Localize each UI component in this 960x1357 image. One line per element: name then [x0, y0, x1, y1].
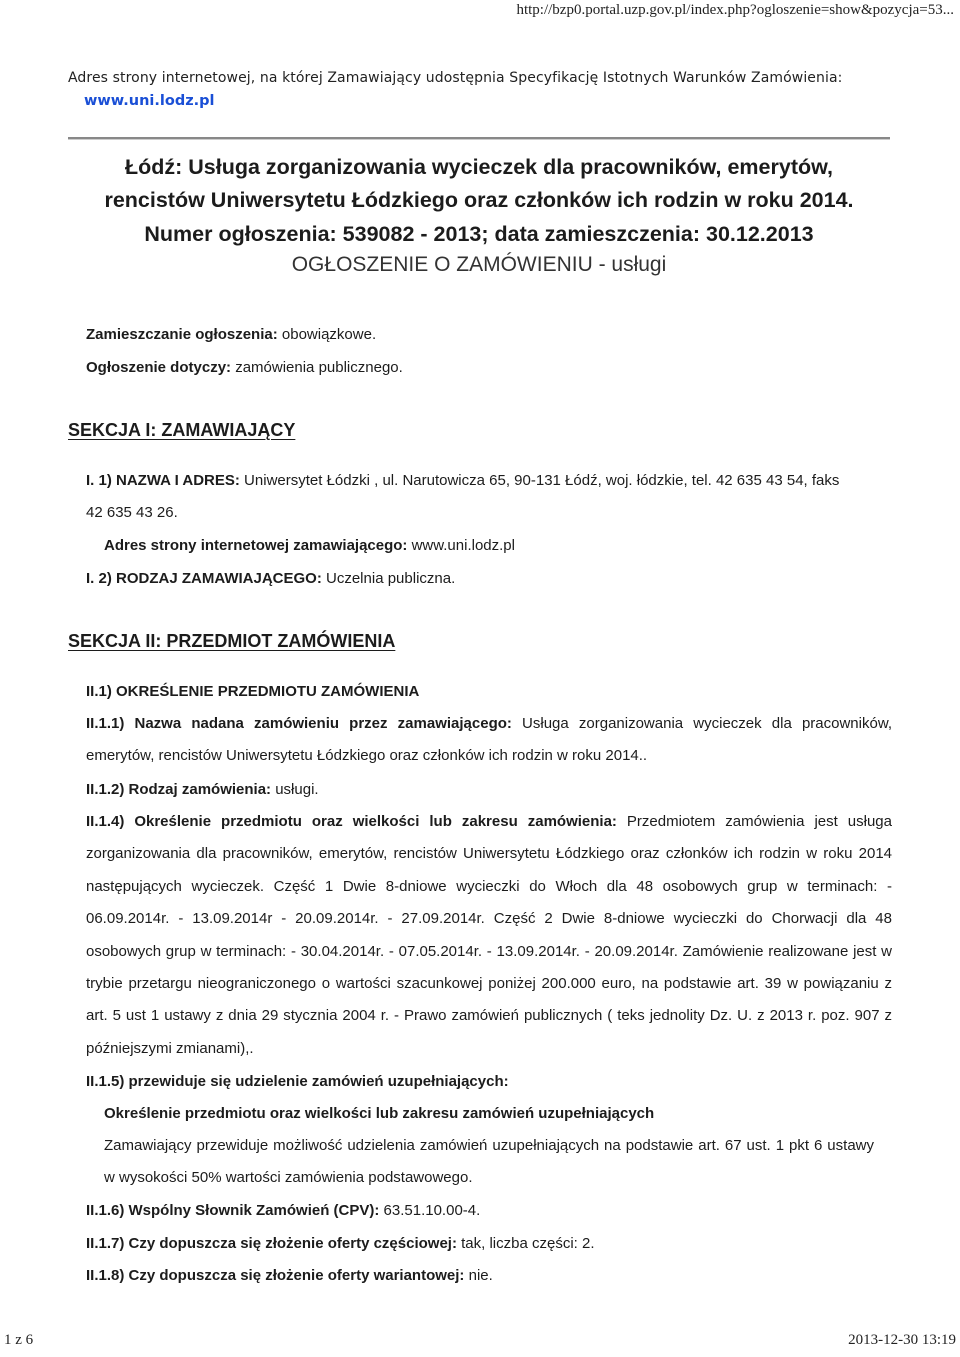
- concerns-label: Ogłoszenie dotyczy:: [86, 359, 232, 376]
- notice-title-line-1: Łódź: Usługa zorganizowania wycieczek dla pracowników, emerytów,: [124, 155, 834, 179]
- partial-offer-label: II.1.7) Czy dopuszcza się złożenie oferty częściowej:: [86, 1235, 457, 1252]
- contract-type-value: usługi.: [271, 781, 319, 798]
- siwz-address-note: Adres strony internetowej, na której Zamawiający udostępnia Specyfikację Istotnych Warunków Zamówienia:: [68, 70, 843, 86]
- partial-offer-value: tak, liczba części: 2.: [456, 1235, 595, 1252]
- name-address-value: Uniwersytet Łódzki , ul. Narutowicza 65, 90-131 Łódź, woj. łódzkie, tel. 42 635 43 54, faks: [239, 472, 840, 489]
- notice-title-line-2: rencistów Uniwersytetu Łódzkiego oraz członków ich rodzin w roku 2014.: [104, 188, 854, 212]
- variant-offer-value: nie.: [464, 1267, 493, 1284]
- header-url: http://bzp0.portal.uzp.gov.pl/index.php?ogloszenie=show&pozycja=53...: [516, 2, 954, 18]
- web-address-value: www.uni.lodz.pl: [407, 537, 515, 554]
- section-2-heading: SEKCJA II: PRZEDMIOT ZAMÓWIENIA: [68, 631, 396, 651]
- fax-continuation: 42 635 43 26.: [86, 504, 178, 521]
- subject-scope-paragraph: [86, 806, 892, 1065]
- contract-name-label: II.1.1) Nazwa nadana zamówieniu przez zamawiającego:: [86, 715, 512, 732]
- supplementary-orders-subheading: Określenie przedmiotu oraz wielkości lub zakresu zamówień uzupełniających: [104, 1105, 655, 1122]
- contract-name-value: Usługa zorganizowania wycieczek dla pracowników, emerytów, rencistów Uniwersytetu Łódzkiego oraz członków ich rodzin w roku 2014..: [86, 715, 892, 765]
- supplementary-orders-text: Zamawiający przewiduje możliwość udzielenia zamówień uzupełniających na podstawie art. 67 ust. 1 pkt 6 ustawy w wysokości 50% wartości zamówienia podstawowego.: [104, 1137, 874, 1187]
- name-address-label: I. 1) NAZWA I ADRES:: [86, 472, 240, 489]
- siwz-address-link[interactable]: www.uni.lodz.pl: [84, 93, 215, 109]
- web-address-label: Adres strony internetowej zamawiającego:: [104, 537, 408, 554]
- contracting-type-label: I. 2) RODZAJ ZAMAWIAJĄCEGO:: [86, 570, 322, 587]
- concerns-row: [86, 359, 403, 376]
- placement-row: [86, 326, 376, 343]
- concerns-value: zamówienia publicznego.: [231, 359, 403, 376]
- notice-type: OGŁOSZENIE O ZAMÓWIENIU - usługi: [291, 253, 667, 276]
- subject-scope-label: II.1.4) Określenie przedmiotu oraz wielkości lub zakresu zamówienia:: [86, 813, 617, 830]
- supplementary-orders-heading: II.1.5) przewiduje się udzielenie zamówień uzupełniających:: [86, 1073, 509, 1090]
- contracting-type-row: [86, 570, 455, 587]
- cpv-label: II.1.6) Wspólny Słownik Zamówień (CPV):: [86, 1202, 380, 1219]
- partial-offer-row: [86, 1235, 595, 1252]
- cpv-row: [86, 1202, 480, 1219]
- page-counter: 1 z 6: [4, 1332, 34, 1348]
- web-address-row: [104, 537, 515, 554]
- cpv-value: 63.51.10.00-4.: [379, 1202, 481, 1219]
- notice-number-line: Numer ogłoszenia: 539082 - 2013; data zamieszczenia: 30.12.2013: [144, 222, 814, 246]
- placement-value: obowiązkowe.: [277, 326, 377, 343]
- contracting-type-value: Uczelnia publiczna.: [321, 570, 456, 587]
- subject-scope-value: Przedmiotem zamówienia jest usługa zorganizowania dla pracowników, emerytów, rencistów Uniwersytetu Łódzkiego oraz członków ich rodzin w roku 2014 następujących wycieczek. Część 1 Dwie 8-dniowe wycieczki do Włoch dla 48 osobowych grup w terminach: - 06.09.2014r. - 13.09.2014r - 20.09.2014r. - 27.09.2014r. Część 2 Dwie 8-dniowe wycieczki do Chorwacji dla 48 osobowych grup w terminach: - 30.04.2014r. - 07.05.2014r. - 13.09.2014r. - 20.09.2014r. Zamówienie realizowane jest w trybie przetargu nieograniczonego o wartości szacunkowej poniżej 200.000 euro, na podstawie art. 39 w powiązaniu z art. 5 ust 1 ustawy z dnia 29 stycznia 2004 r. - Prawo zamówień publicznych ( teks jednolity Dz. U. z 2013 r. poz. 907 z późniejszymi zmianami),.: [86, 813, 892, 1057]
- contract-type-label: II.1.2) Rodzaj zamówienia:: [86, 781, 272, 798]
- subject-definition-heading: II.1) OKREŚLENIE PRZEDMIOTU ZAMÓWIENIA: [86, 683, 420, 700]
- contract-type-row: [86, 781, 319, 798]
- placement-label: Zamieszczanie ogłoszenia:: [86, 326, 278, 343]
- name-address-row: [86, 472, 839, 489]
- horizontal-rule: [68, 137, 890, 140]
- variant-offer-label: II.1.8) Czy dopuszcza się złożenie oferty wariantowej:: [86, 1267, 465, 1284]
- print-datetime: 2013-12-30 13:19: [848, 1332, 956, 1348]
- variant-offer-row: [86, 1267, 493, 1284]
- contract-name-paragraph: [86, 708, 892, 773]
- section-1-heading: SEKCJA I: ZAMAWIAJĄCY: [68, 420, 296, 440]
